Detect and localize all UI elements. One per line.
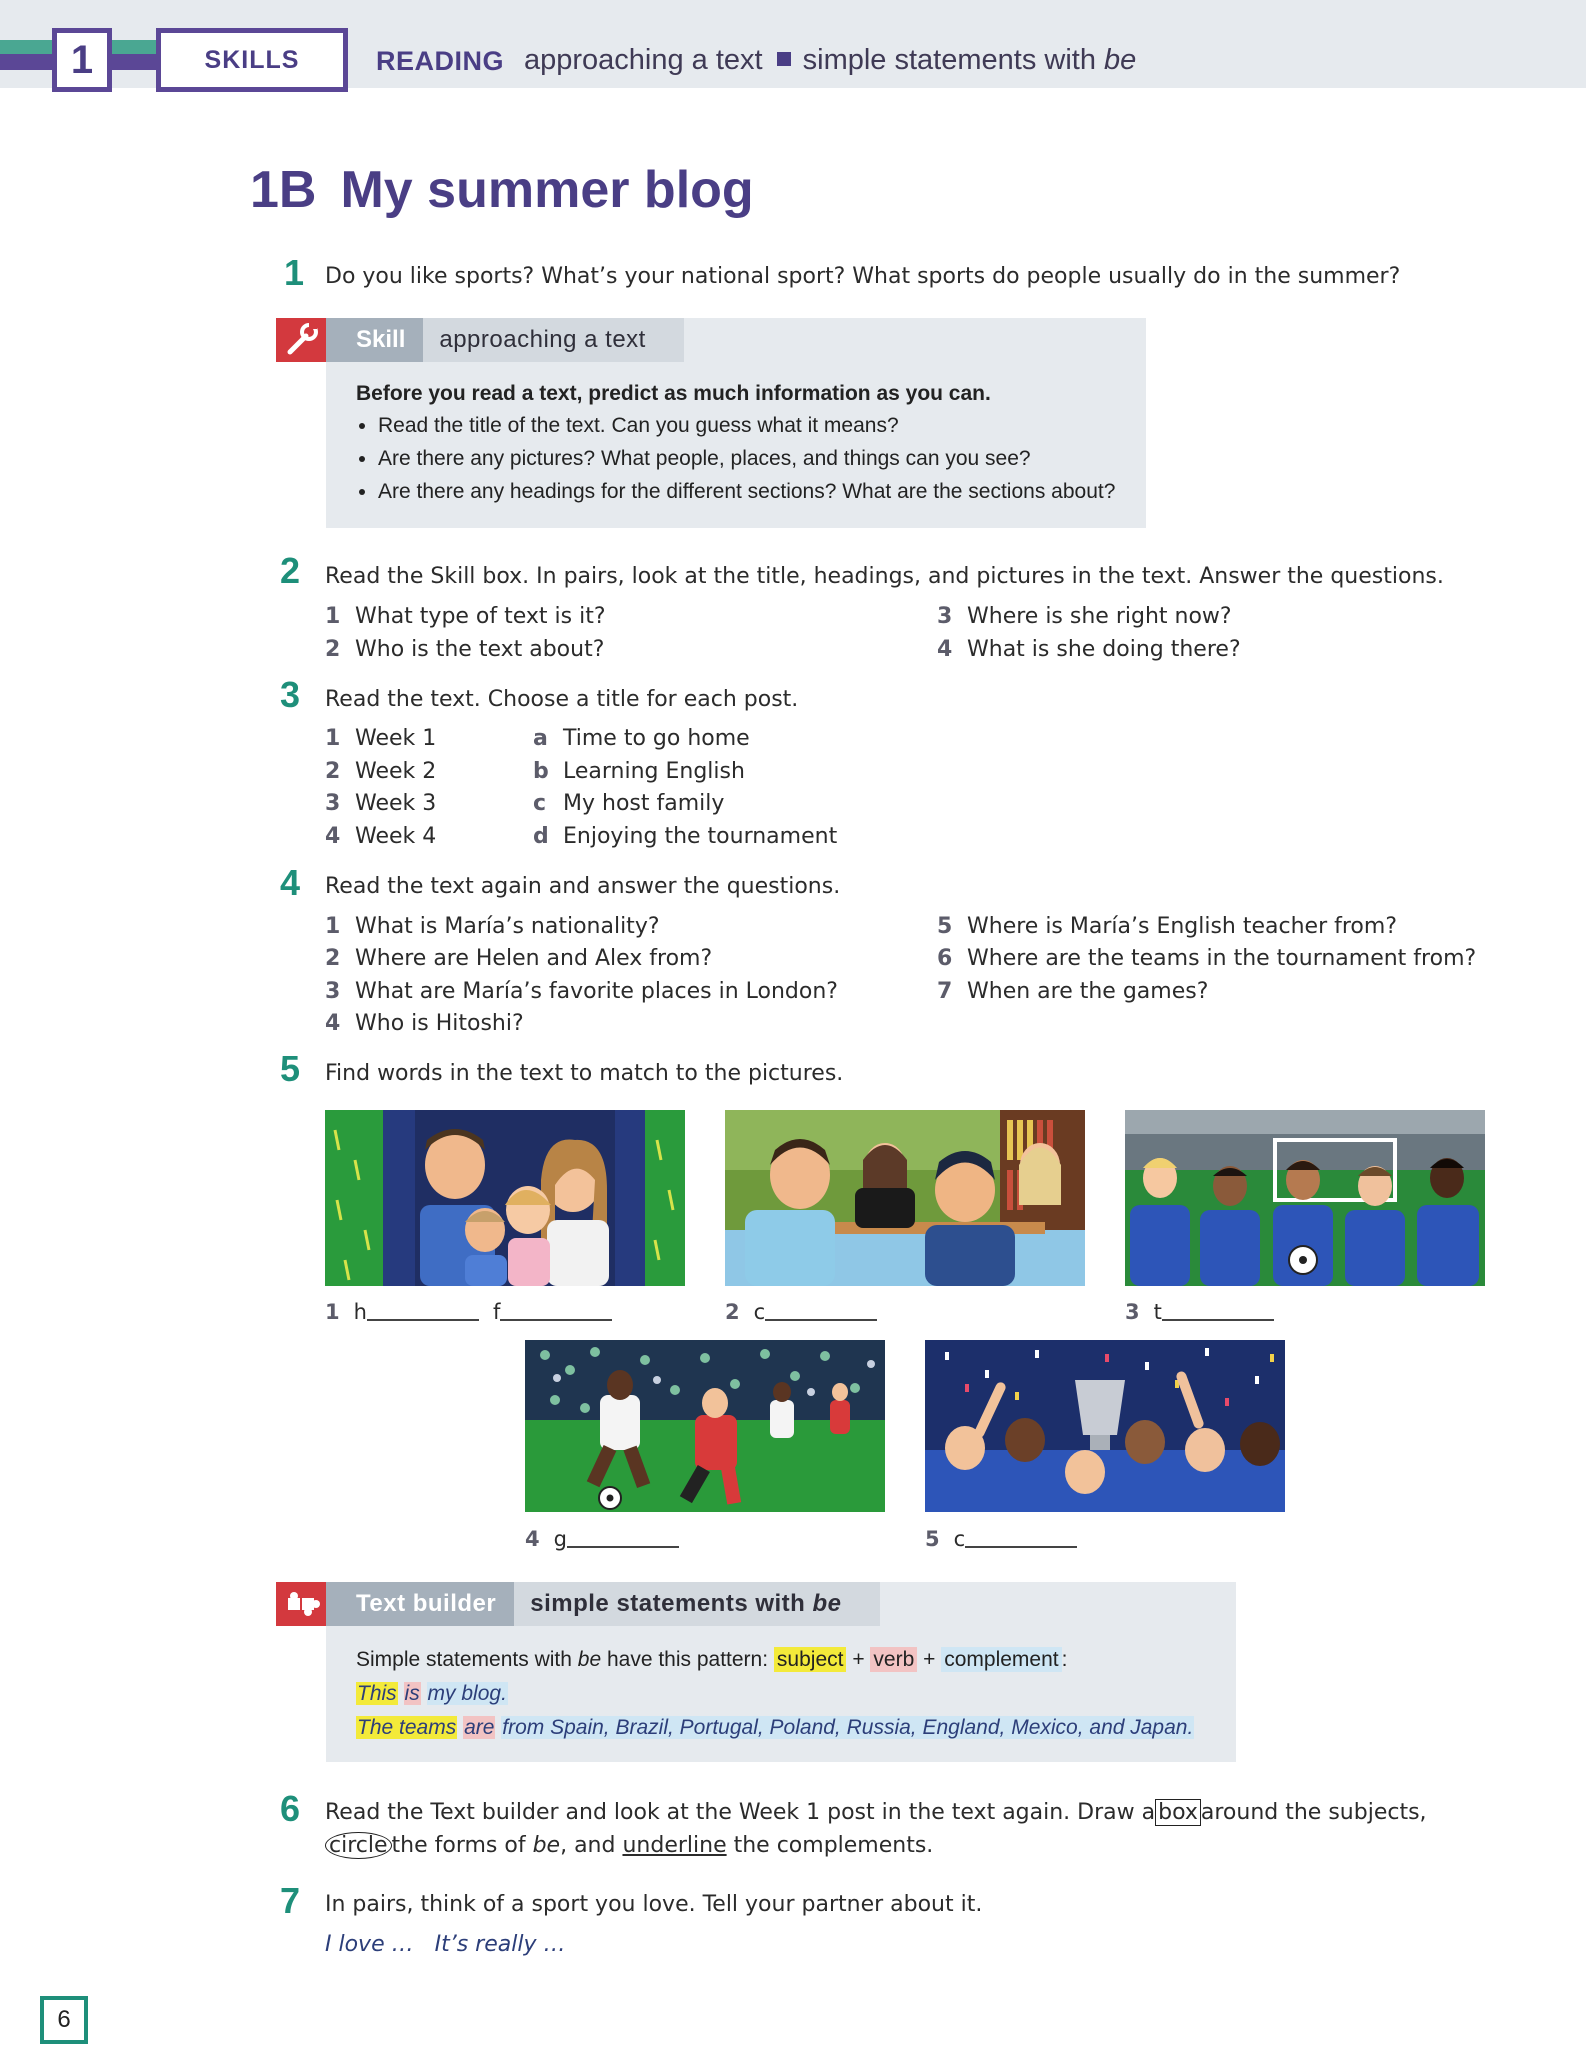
question-item: 1 What type of text is it? — [325, 604, 606, 629]
text-builder-tag: Text builder — [326, 1582, 514, 1626]
skill-bullet: • Read the title of the text. Can you guess what it means? — [378, 414, 1136, 438]
exercise-number: 3 — [280, 674, 301, 715]
skill-topic: approaching a text — [423, 318, 683, 362]
week-item: 4 Week 4 — [325, 824, 437, 849]
page-title — [250, 160, 754, 220]
question-item: 7 When are the games? — [937, 979, 1209, 1004]
skill-bullets — [356, 414, 1136, 504]
header-topics — [524, 44, 1136, 77]
exercise-number: 5 — [280, 1048, 301, 1089]
exercise-instruction: Do you like sports? What’s your national sport? What sports do people usually do in the summer? — [325, 264, 1401, 289]
question-item: 2 Who is the text about? — [325, 637, 605, 662]
skill-type: READING — [376, 46, 505, 76]
game-illustration — [525, 1340, 885, 1512]
exercise-instruction: Read the text again and answer the questions. — [325, 874, 841, 899]
question-item: 3 What are María’s favorite places in London? — [325, 979, 838, 1004]
text-builder-body — [356, 1648, 1194, 1740]
answer-blank[interactable] — [367, 1301, 479, 1321]
example-sentence: The teams are from Spain, Brazil, Portugal, Poland, Russia, England, Mexico, and Japan. — [357, 1716, 1194, 1739]
circle-example: circle — [325, 1832, 392, 1859]
skill-box-body — [356, 382, 1136, 513]
week-item: 3 Week 3 — [325, 791, 437, 816]
title-option: d Enjoying the tournament — [533, 824, 838, 849]
exercise-instruction: Find words in the text to match to the pictures. — [325, 1061, 844, 1086]
pattern-line: Simple statements with be have this pattern: subject + verb + complement : — [356, 1648, 1068, 1671]
header-topic-emphasis: be — [1104, 44, 1137, 76]
wrench-icon — [276, 318, 326, 362]
picture-caption: 1 h f — [325, 1300, 626, 1324]
picture-caption: 4 g — [525, 1527, 693, 1551]
example-sentence: This is my blog. — [357, 1682, 507, 1705]
skill-box-header — [326, 318, 684, 362]
answer-blank[interactable] — [567, 1528, 679, 1548]
text-builder-topic: simple statements with be — [514, 1582, 879, 1626]
exercise-number: 2 — [280, 550, 301, 591]
header-topic: simple statements with — [802, 44, 1096, 76]
page-number: 6 — [40, 1996, 88, 2044]
question-item: 2 Where are Helen and Alex from? — [325, 946, 713, 971]
exercise-number: 1 — [284, 252, 305, 293]
exercise-instruction: circle the forms of be, and underline the complements. — [325, 1833, 933, 1858]
week-item: 1 Week 1 — [325, 726, 437, 751]
picture-caption: 2 c — [725, 1300, 891, 1324]
question-item: 6 Where are the teams in the tournament from? — [937, 946, 1477, 971]
puzzle-icon — [276, 1582, 326, 1626]
box-example: box — [1155, 1799, 1201, 1826]
question-item: 5 Where is María’s English teacher from? — [937, 914, 1397, 939]
verb-label: verb — [870, 1647, 917, 1672]
title-option: c My host family — [533, 791, 725, 816]
celebration-illustration — [925, 1340, 1285, 1512]
speaking-prompts: I love … It’s really … — [325, 1932, 566, 1957]
subject-label: subject — [774, 1647, 847, 1672]
exercise-number: 6 — [280, 1788, 301, 1829]
picture-caption: 5 c — [925, 1527, 1091, 1551]
answer-blank[interactable] — [965, 1528, 1077, 1548]
question-item: 4 Who is Hitoshi? — [325, 1011, 524, 1036]
skill-tag: Skill — [326, 318, 423, 362]
classroom-illustration — [725, 1110, 1085, 1286]
lesson-title: My summer blog — [340, 161, 754, 219]
answer-blank[interactable] — [1162, 1301, 1274, 1321]
unit-number: 1 — [52, 28, 112, 92]
skill-intro: Before you read a text, predict as much information as you can. — [356, 382, 991, 405]
skill-bullet: • Are there any headings for the different sections? What are the sections about? — [378, 480, 1136, 504]
exercise-instruction: Read the text. Choose a title for each post. — [325, 687, 799, 712]
square-bullet-icon — [777, 52, 791, 66]
title-option: b Learning English — [533, 759, 745, 784]
picture-caption: 3 t — [1125, 1300, 1288, 1324]
exercise-number: 4 — [280, 862, 301, 903]
section-label: SKILLS — [156, 28, 348, 92]
exercise-instruction: In pairs, think of a sport you love. Tell your partner about it. — [325, 1892, 983, 1917]
header-topic: approaching a text — [524, 44, 763, 76]
exercise-instruction: Read the Text builder and look at the Week 1 post in the text again. Draw a box around the subjects, — [325, 1800, 1427, 1825]
question-item: 1 What is María’s nationality? — [325, 914, 660, 939]
exercise-number: 7 — [280, 1880, 301, 1921]
question-item: 3 Where is she right now? — [937, 604, 1232, 629]
team-illustration — [1125, 1110, 1485, 1286]
question-item: 4 What is she doing there? — [937, 637, 1241, 662]
skill-bullet: • Are there any pictures? What people, places, and things can you see? — [378, 447, 1136, 471]
title-option: a Time to go home — [533, 726, 750, 751]
complement-label: complement — [941, 1647, 1061, 1672]
answer-blank[interactable] — [765, 1301, 877, 1321]
answer-blank[interactable] — [500, 1301, 612, 1321]
lesson-code: 1B — [250, 161, 317, 219]
family-illustration — [325, 1110, 685, 1286]
week-item: 2 Week 2 — [325, 759, 437, 784]
underline-example: underline — [622, 1833, 727, 1858]
exercise-instruction: Read the Skill box. In pairs, look at the title, headings, and pictures in the text. Answer the questions. — [325, 564, 1444, 589]
text-builder-header — [326, 1582, 880, 1626]
